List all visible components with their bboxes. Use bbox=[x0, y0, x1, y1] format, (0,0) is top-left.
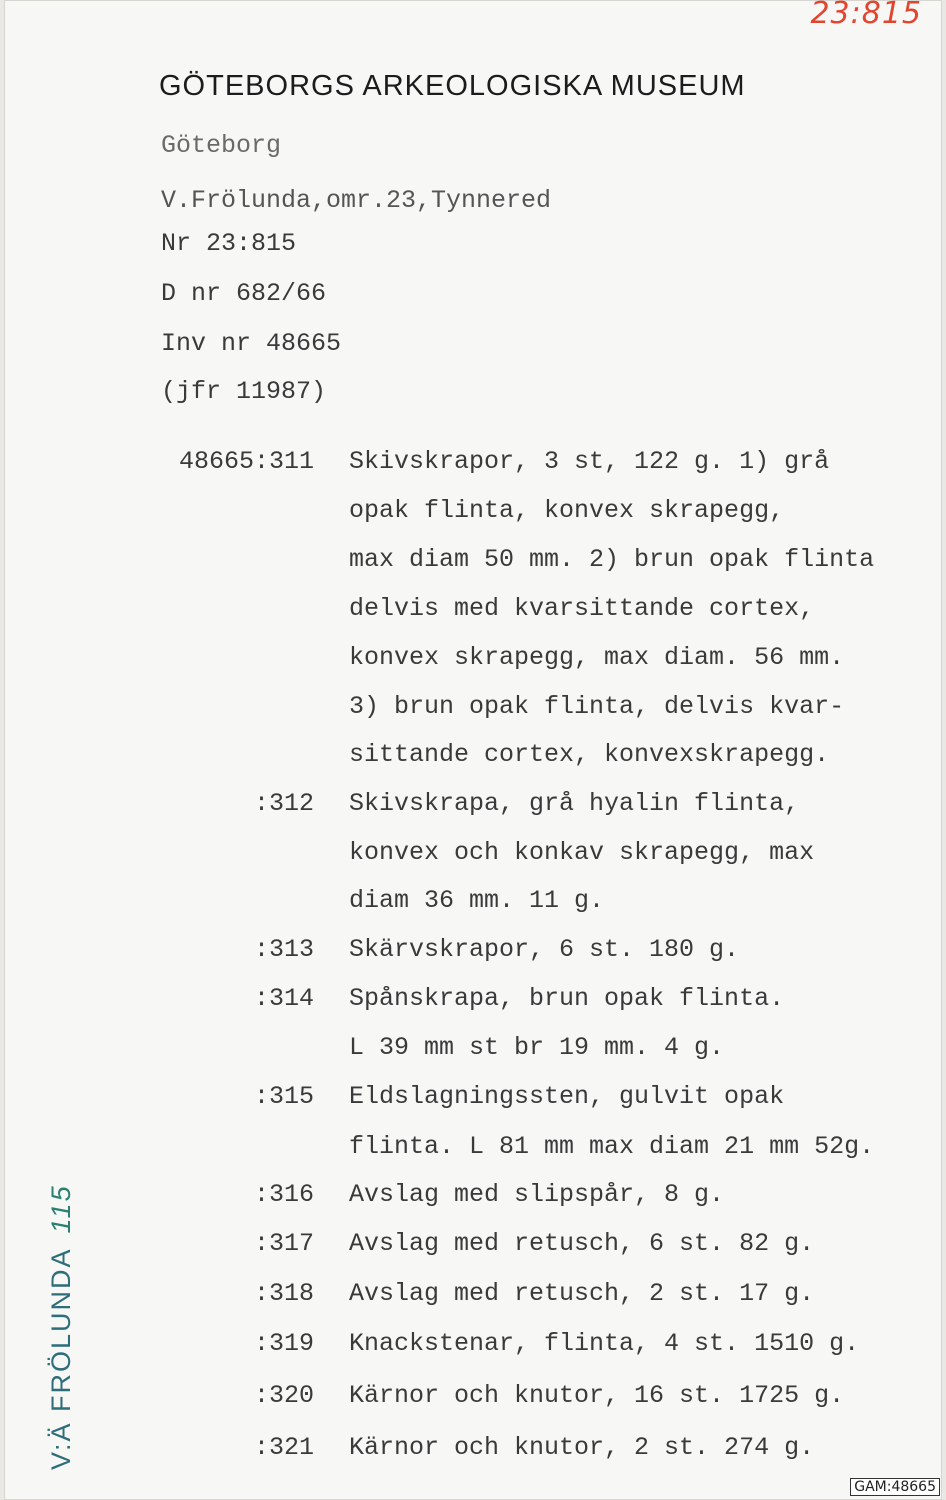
entry-line: diam 36 mm. 11 g. bbox=[349, 886, 605, 915]
entry-line: Kärnor och knutor, 16 st. 1725 g. bbox=[349, 1381, 845, 1410]
entry-line: Spånskrapa, brun opak flinta. bbox=[349, 984, 785, 1013]
header-number: Nr 23:815 bbox=[161, 229, 297, 258]
entry-line: Skivskrapor, 3 st, 122 g. 1) grå bbox=[349, 447, 830, 476]
entry-line: Eldslagningssten, gulvit opak bbox=[349, 1082, 785, 1111]
header-inv-number: Inv nr 48665 bbox=[161, 329, 342, 358]
header-reference: (jfr 11987) bbox=[161, 377, 327, 406]
side-location-label bbox=[46, 1184, 77, 1470]
header-location: V.Frölunda,omr.23,Tynnered bbox=[161, 186, 552, 215]
header-city: Göteborg bbox=[161, 131, 282, 160]
entry-line: L 39 mm st br 19 mm. 4 g. bbox=[349, 1033, 725, 1062]
entry-number: :312 bbox=[253, 789, 314, 818]
entry-number: :317 bbox=[253, 1229, 314, 1258]
stamp-number: 23:815 bbox=[810, 0, 922, 31]
entry-line: Skärvskrapor, 6 st. 180 g. bbox=[349, 935, 740, 964]
entry-line: flinta. L 81 mm max diam 21 mm 52g. bbox=[349, 1132, 875, 1161]
side-location-number: 115 bbox=[46, 1184, 76, 1234]
entry-line: konvex och konkav skrapegg, max bbox=[349, 838, 815, 867]
entry-line: Avslag med slipspår, 8 g. bbox=[349, 1180, 725, 1209]
entry-line: opak flinta, konvex skrapegg, bbox=[349, 496, 785, 525]
archive-id-label: GAM:48665 bbox=[850, 1478, 940, 1496]
entry-line: konvex skrapegg, max diam. 56 mm. bbox=[349, 643, 845, 672]
entry-line: Kärnor och knutor, 2 st. 274 g. bbox=[349, 1433, 815, 1462]
catalog-card bbox=[4, 0, 942, 1500]
entry-number: :319 bbox=[253, 1329, 314, 1358]
entry-number: :315 bbox=[253, 1082, 314, 1111]
entry-number: :316 bbox=[253, 1180, 314, 1209]
entry-number: 48665:311 bbox=[178, 447, 314, 476]
entry-line: 3) brun opak flinta, delvis kvar- bbox=[349, 692, 845, 721]
entry-line: Avslag med retusch, 2 st. 17 g. bbox=[349, 1279, 815, 1308]
entry-line: delvis med kvarsittande cortex, bbox=[349, 594, 815, 623]
entry-line: Knackstenar, flinta, 4 st. 1510 g. bbox=[349, 1329, 860, 1358]
entry-line: Avslag med retusch, 6 st. 82 g. bbox=[349, 1229, 815, 1258]
entry-line: Skivskrapa, grå hyalin flinta, bbox=[349, 789, 800, 818]
entry-number: :314 bbox=[253, 984, 314, 1013]
side-location-text: V:Ä FRÖLUNDA bbox=[46, 1247, 76, 1470]
entry-number: :318 bbox=[253, 1279, 314, 1308]
entry-line: max diam 50 mm. 2) brun opak flinta bbox=[349, 545, 875, 574]
entry-line: sittande cortex, konvexskrapegg. bbox=[349, 740, 830, 769]
entry-number: :313 bbox=[253, 935, 314, 964]
entry-number: :320 bbox=[253, 1381, 314, 1410]
museum-title: GÖTEBORGS ARKEOLOGISKA MUSEUM bbox=[159, 70, 746, 102]
header-d-number: D nr 682/66 bbox=[161, 279, 327, 308]
entry-number: :321 bbox=[253, 1433, 314, 1462]
